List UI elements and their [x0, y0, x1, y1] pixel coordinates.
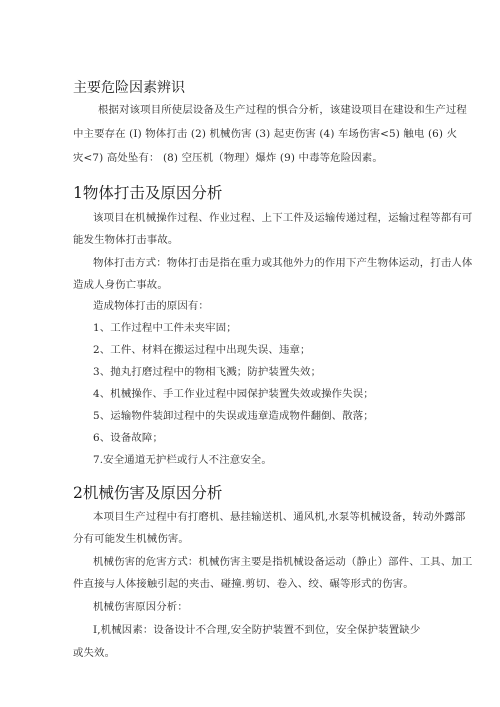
s2-line-3: 机械伤害的危害方式：机械伤害主要是指机械设备运动（静止）部件、工具、加工 — [93, 556, 473, 568]
s2-line-7: 或失效。 — [73, 647, 116, 659]
s1-list-item-5: 5、运输物件装卸过程中的失误或违章造成物件翻倒、散落； — [93, 410, 374, 422]
s1-line-4: 造成人身伤亡事故。 — [73, 279, 168, 291]
heading-2: 2机械伤害及原因分析 — [73, 484, 223, 502]
s1-line-3: 物体打击方式：物体打击是指在重力或其他外力的作用下产生物体运动，打击人体 — [93, 257, 473, 269]
intro-line-1: 根据对该项目所使层设备及生产过程的惧合分析，该建设项目在建设和生产过程 — [98, 104, 467, 116]
s1-list-item-7: 7.安全通道无护栏或行人不注意安全。 — [93, 454, 272, 466]
s1-line-1: 该项目在机械操作过程、作业过程、上下工件及运输传递过程，运输过程等都有可 — [93, 212, 473, 224]
intro-line-3: 灾<7) 高处坠有： (8) 空压机（物理）爆炸 (9) 中毒等危险因素。 — [73, 152, 383, 164]
s2-line-4: 件直接与人体接触引起的夹击、碰撞.剪切、卷入、绞、碾等形式的伤害。 — [73, 578, 414, 590]
s1-list-item-1: 1、工作过程中工件未夹牢固； — [93, 322, 237, 334]
s2-line-6: I,机械因素：设备设计不合理,安全防护装置不到位，安全保护装置缺少 — [93, 624, 421, 636]
s2-line-2: 分有可能发生机械伤害。 — [73, 533, 189, 545]
s1-list-item-6: 6、设备故障； — [93, 432, 164, 444]
s2-line-1: 本项目生产过程中有打磨机、悬挂输送机、通风机,水泵等机械设备，转动外露部 — [93, 511, 466, 523]
intro-line-2: 中主要存在 (I) 物体打击 (2) 机械伤害 (3) 起吏伤害 (4) 车场伤害<5) 触电 (6) 火 — [73, 128, 458, 140]
s2-line-5: 机械伤害原因分析： — [93, 601, 188, 613]
s1-list-item-3: 3、抛丸打磨过程中的物相飞溅；防护装置失效； — [93, 366, 322, 378]
s1-list-item-2: 2、工件、材料在搬运过程中出现失误、违章； — [93, 344, 311, 356]
section-title: 主要危险因素辨识 — [73, 80, 185, 96]
s1-line-2: 能发生物体打击事故。 — [73, 234, 179, 246]
heading-1: 1物体打击及原因分析 — [73, 184, 223, 202]
s1-line-5: 造成物体打击的原因有： — [93, 300, 209, 312]
s1-list-item-4: 4、机械操作、手工作业过程中园保护装置失效或操作失误； — [93, 388, 374, 400]
